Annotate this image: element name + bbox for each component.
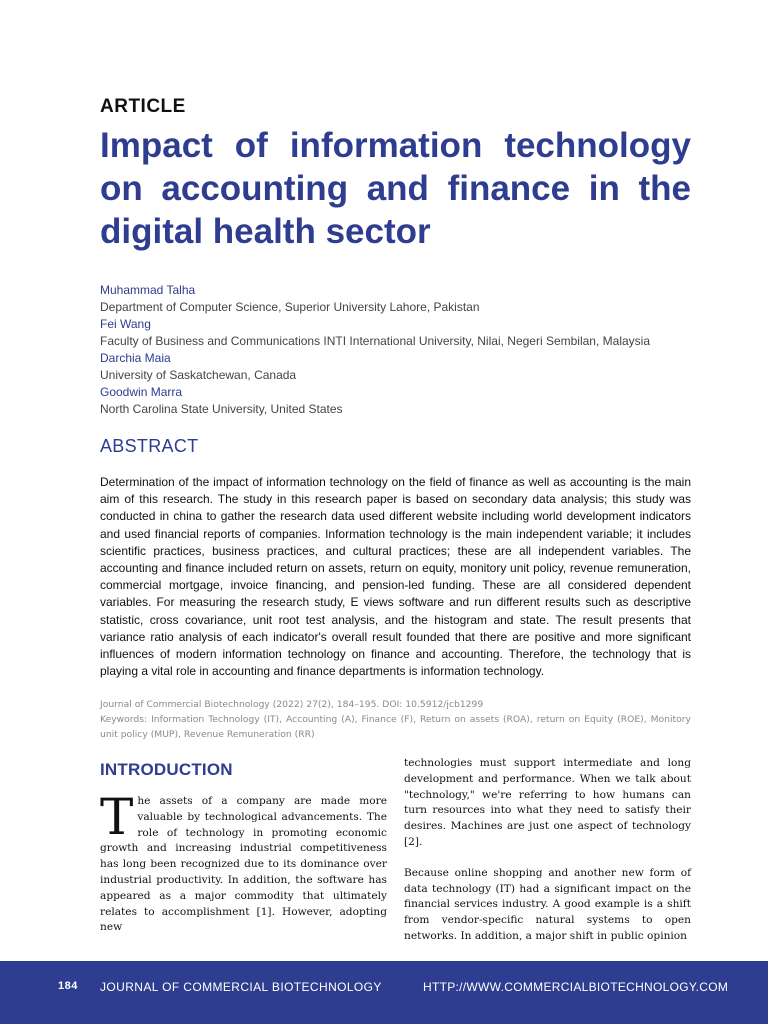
drop-cap: T <box>100 788 134 846</box>
author-affiliation: North Carolina State University, United States <box>100 402 343 416</box>
article-title: Impact of information technology on accounting and finance in the digital health sector <box>100 126 691 251</box>
page-number: 184 <box>58 980 78 992</box>
author-entry <box>100 350 700 384</box>
introduction-paragraph: Because online shopping and another new form of data technology (IT) had a significant impact on the financial services industry. A good example is a shift from vendor-specific natural systems to open networks. In addition, a major shift in public opinion <box>404 866 691 942</box>
author-name[interactable]: Darchia Maia <box>100 351 171 365</box>
author-name[interactable]: Goodwin Marra <box>100 385 183 399</box>
author-name[interactable]: Fei Wang <box>100 317 151 331</box>
author-affiliation: University of Saskatchewan, Canada <box>100 368 297 382</box>
abstract-heading: ABSTRACT <box>100 436 199 456</box>
citation-line[interactable]: Journal of Commercial Biotechnology (2022) 27(2), 184–195. DOI: 10.5912/jcb1299 <box>100 699 484 710</box>
introduction-heading: INTRODUCTION <box>100 760 233 779</box>
body-column-right <box>404 756 691 945</box>
introduction-paragraph-continued: technologies must support intermediate and long development and performance. When we talk about "technology," we're referring to how humans can turn resources into what they need to satisfy their desires. Machines are just one aspect of technology [2]. <box>404 757 691 848</box>
paragraph-text: he assets of a company are made more valuable by technological advancements. The role of technology in promoting economic growth and increasing industrial competitiveness has long been recognized due to its dominance over industrial productivity. In addition, the software has appeared as a major commodity that ultimately relates to accomplishment [1]. However, adopting new <box>100 795 387 934</box>
abstract-text: Determination of the impact of information technology on the field of finance as well as accounting is the main aim of this research. The study in this research paper is based on secondary data analysis; this study was conducted in china to gather the research data used different website including world development indicators and used financial reports of companies. Information technology is the main independent variable; it includes scientific practices, business practices, and cultural practices; these are all independent variables. The accounting and finance included return on assets, return on equity, monitory unit policy, revenue remuneration, commercial mortgage, invoice financing, and pension-led funding. These are all considered dependent variables. For measuring the research study, E views software and run different results such as descriptive statistic, cross covariance, unit root test analysis, and the histogram and state. The result presents that variance ratio analysis of each indicator's overall result founded that there are positive and more significant influences of modern information technology on finance and accounting. Therefore, the technology that is playing a vital role in accounting and finance departments is information technology. <box>100 475 691 679</box>
author-entry <box>100 384 700 418</box>
author-entry <box>100 282 700 316</box>
introduction-paragraph <box>100 788 387 936</box>
author-list <box>100 282 700 418</box>
article-metadata <box>100 697 691 742</box>
journal-url-link[interactable]: HTTP://WWW.COMMERCIALBIOTECHNOLOGY.COM <box>423 980 729 994</box>
keywords-line: Keywords: Information Technology (IT), Accounting (A), Finance (F), Return on assets (ROA), return on Equity (ROE), Monitory unit policy (MUP), Revenue Remuneration (RR) <box>100 714 691 740</box>
body-column-left <box>100 760 387 936</box>
author-entry <box>100 316 700 350</box>
author-affiliation: Faculty of Business and Communications INTI International University, Nilai, Negeri Sembilan, Malaysia <box>100 334 651 348</box>
article-type-label: ARTICLE <box>100 96 186 117</box>
page-footer <box>0 961 768 1024</box>
author-affiliation: Department of Computer Science, Superior University Lahore, Pakistan <box>100 300 480 314</box>
journal-name: JOURNAL OF COMMERCIAL BIOTECHNOLOGY <box>100 980 382 994</box>
author-name[interactable]: Muhammad Talha <box>100 283 196 297</box>
